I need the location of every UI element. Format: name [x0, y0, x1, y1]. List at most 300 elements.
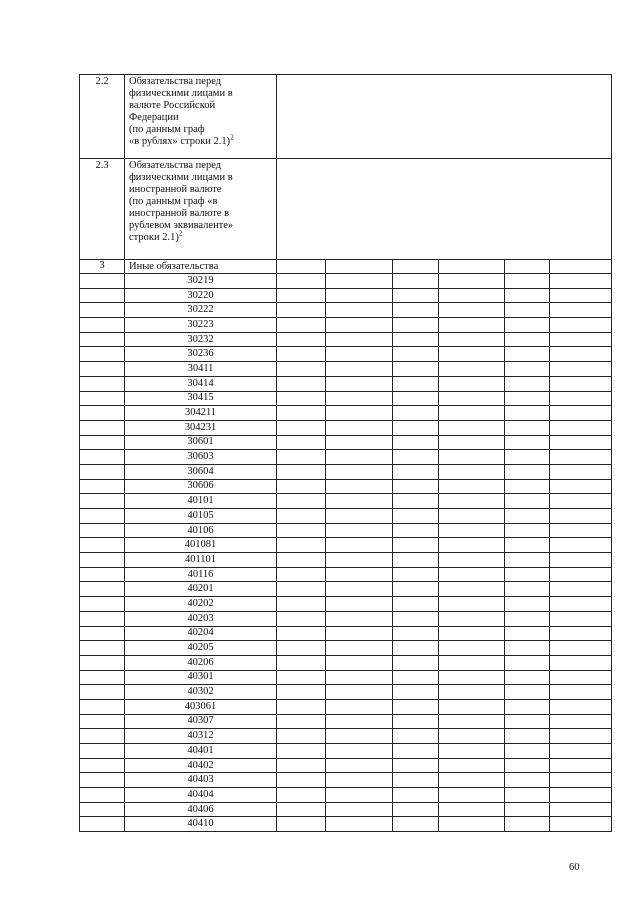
value-cell	[277, 288, 326, 303]
row-number	[80, 773, 125, 788]
value-cell	[393, 332, 439, 347]
account-code: 40105	[125, 509, 277, 524]
value-cell	[550, 714, 612, 729]
value-cell	[550, 597, 612, 612]
row-description: Обязательства перед физическими лицами в иностранной валюте (по данным граф «в иностранной валюте в рублевом эквиваленте» строки 2.1)$^2$	[125, 159, 277, 260]
value-cell	[393, 362, 439, 377]
value-cell	[505, 288, 550, 303]
account-code: 40206	[125, 655, 277, 670]
row-number	[80, 817, 125, 832]
row-number	[80, 288, 125, 303]
account-code: 40101	[125, 494, 277, 509]
account-code: 30222	[125, 303, 277, 318]
value-cell	[439, 347, 505, 362]
value-cell	[550, 670, 612, 685]
row-2-2	[80, 75, 612, 159]
value-cell	[393, 406, 439, 421]
account-row	[80, 274, 612, 289]
value-cell	[393, 597, 439, 612]
value-cell	[277, 420, 326, 435]
value-cell	[505, 420, 550, 435]
value-cell	[550, 494, 612, 509]
account-row	[80, 362, 612, 377]
row-2-3	[80, 159, 612, 260]
value-cell	[505, 685, 550, 700]
value-cell	[393, 626, 439, 641]
value-cell	[326, 420, 393, 435]
account-row	[80, 641, 612, 656]
value-cell-merged	[277, 75, 612, 159]
value-cell	[277, 494, 326, 509]
value-cell	[277, 376, 326, 391]
value-cell	[393, 303, 439, 318]
value-cell	[326, 670, 393, 685]
account-code: 40116	[125, 567, 277, 582]
row-3	[80, 260, 612, 274]
account-code: 30411	[125, 362, 277, 377]
value-cell	[505, 597, 550, 612]
account-code: 401081	[125, 538, 277, 553]
value-cell	[393, 450, 439, 465]
value-cell	[439, 494, 505, 509]
footnote-ref: 2	[230, 133, 234, 142]
value-cell	[326, 274, 393, 289]
value-cell	[439, 670, 505, 685]
value-cell	[277, 626, 326, 641]
value-cell	[277, 523, 326, 538]
value-cell	[393, 420, 439, 435]
value-cell	[439, 479, 505, 494]
row-number	[80, 420, 125, 435]
value-cell	[439, 788, 505, 803]
value-cell	[326, 479, 393, 494]
value-cell	[326, 347, 393, 362]
row-number	[80, 714, 125, 729]
value-cell	[550, 420, 612, 435]
value-cell	[393, 729, 439, 744]
row-number: 3	[80, 260, 125, 274]
value-cell	[393, 773, 439, 788]
account-row	[80, 626, 612, 641]
value-cell	[277, 773, 326, 788]
value-cell	[550, 303, 612, 318]
value-cell	[393, 391, 439, 406]
value-cell	[550, 758, 612, 773]
row-number	[80, 553, 125, 568]
value-cell	[505, 817, 550, 832]
value-cell	[277, 260, 326, 274]
value-cell	[505, 699, 550, 714]
account-row	[80, 435, 612, 450]
value-cell	[326, 303, 393, 318]
value-cell	[393, 538, 439, 553]
value-cell	[439, 318, 505, 333]
value-cell	[326, 744, 393, 759]
value-cell	[505, 758, 550, 773]
account-code: 403061	[125, 699, 277, 714]
value-cell	[326, 464, 393, 479]
account-row	[80, 288, 612, 303]
value-cell	[326, 641, 393, 656]
value-cell	[505, 450, 550, 465]
value-cell	[393, 567, 439, 582]
value-cell	[550, 729, 612, 744]
value-cell	[393, 509, 439, 524]
account-row	[80, 597, 612, 612]
value-cell	[505, 464, 550, 479]
value-cell	[550, 435, 612, 450]
value-cell	[326, 714, 393, 729]
value-cell	[393, 802, 439, 817]
value-cell	[439, 362, 505, 377]
value-cell	[505, 744, 550, 759]
row-number	[80, 670, 125, 685]
value-cell	[277, 435, 326, 450]
value-cell	[277, 758, 326, 773]
account-row	[80, 788, 612, 803]
account-row	[80, 773, 612, 788]
value-cell	[505, 362, 550, 377]
value-cell	[277, 391, 326, 406]
account-row	[80, 729, 612, 744]
value-cell	[277, 538, 326, 553]
account-code: 30603	[125, 450, 277, 465]
row-number	[80, 494, 125, 509]
row-number	[80, 406, 125, 421]
value-cell	[550, 509, 612, 524]
value-cell	[550, 376, 612, 391]
row-number	[80, 332, 125, 347]
value-cell	[439, 641, 505, 656]
value-cell	[550, 641, 612, 656]
value-cell	[439, 435, 505, 450]
value-cell	[393, 523, 439, 538]
value-cell	[550, 464, 612, 479]
value-cell	[393, 611, 439, 626]
value-cell	[277, 729, 326, 744]
value-cell	[393, 274, 439, 289]
row-number	[80, 744, 125, 759]
value-cell	[393, 553, 439, 568]
value-cell	[393, 670, 439, 685]
value-cell	[277, 553, 326, 568]
value-cell	[550, 582, 612, 597]
value-cell	[439, 450, 505, 465]
value-cell	[550, 744, 612, 759]
value-cell	[326, 332, 393, 347]
value-cell	[326, 450, 393, 465]
account-row	[80, 318, 612, 333]
row-number	[80, 626, 125, 641]
row-number	[80, 788, 125, 803]
value-cell	[277, 303, 326, 318]
value-cell	[505, 641, 550, 656]
value-cell	[326, 773, 393, 788]
value-cell	[393, 758, 439, 773]
account-code: 30219	[125, 274, 277, 289]
value-cell	[505, 582, 550, 597]
value-cell	[277, 582, 326, 597]
row-number	[80, 450, 125, 465]
row-number	[80, 611, 125, 626]
account-code: 30606	[125, 479, 277, 494]
row-number	[80, 523, 125, 538]
value-cell	[277, 788, 326, 803]
value-cell	[277, 274, 326, 289]
row-number	[80, 597, 125, 612]
value-cell	[550, 479, 612, 494]
account-code: 30223	[125, 318, 277, 333]
value-cell	[439, 714, 505, 729]
value-cell	[550, 362, 612, 377]
value-cell-merged	[277, 159, 612, 260]
row-number	[80, 567, 125, 582]
account-code: 40201	[125, 582, 277, 597]
account-code: 30601	[125, 435, 277, 450]
value-cell	[326, 553, 393, 568]
account-code: 40410	[125, 817, 277, 832]
value-cell	[550, 391, 612, 406]
row-number	[80, 758, 125, 773]
account-row	[80, 714, 612, 729]
account-row	[80, 802, 612, 817]
account-code: 401101	[125, 553, 277, 568]
value-cell	[277, 611, 326, 626]
account-code: 40312	[125, 729, 277, 744]
value-cell	[326, 362, 393, 377]
value-cell	[550, 567, 612, 582]
value-cell	[550, 538, 612, 553]
value-cell	[393, 699, 439, 714]
value-cell	[505, 714, 550, 729]
row-number: 2.2	[80, 75, 125, 159]
value-cell	[505, 670, 550, 685]
value-cell	[505, 479, 550, 494]
value-cell	[326, 817, 393, 832]
account-code: 304211	[125, 406, 277, 421]
account-row	[80, 332, 612, 347]
row-number	[80, 347, 125, 362]
value-cell	[550, 288, 612, 303]
value-cell	[393, 817, 439, 832]
row-description: Иные обязательства	[125, 260, 277, 274]
value-cell	[505, 260, 550, 274]
row-number	[80, 655, 125, 670]
value-cell	[439, 509, 505, 524]
account-row	[80, 376, 612, 391]
value-cell	[393, 435, 439, 450]
value-cell	[277, 744, 326, 759]
value-cell	[505, 802, 550, 817]
account-code: 40404	[125, 788, 277, 803]
account-row	[80, 611, 612, 626]
value-cell	[439, 817, 505, 832]
page-number: 60	[569, 862, 580, 873]
account-code: 30604	[125, 464, 277, 479]
value-cell	[277, 406, 326, 421]
account-code: 40203	[125, 611, 277, 626]
value-cell	[505, 773, 550, 788]
row-number	[80, 303, 125, 318]
value-cell	[277, 670, 326, 685]
account-code: 30232	[125, 332, 277, 347]
value-cell	[550, 655, 612, 670]
value-cell	[393, 655, 439, 670]
account-code: 40202	[125, 597, 277, 612]
account-code: 40302	[125, 685, 277, 700]
value-cell	[393, 744, 439, 759]
value-cell	[439, 744, 505, 759]
value-cell	[505, 435, 550, 450]
value-cell	[505, 494, 550, 509]
value-cell	[439, 655, 505, 670]
value-cell	[326, 376, 393, 391]
value-cell	[277, 509, 326, 524]
value-cell	[393, 347, 439, 362]
row-description: Обязательства перед физическими лицами в валюте Российской Федерации (по данным граф «в рублях» строки 2.1)$^2$	[125, 75, 277, 159]
value-cell	[550, 685, 612, 700]
account-code: 30415	[125, 391, 277, 406]
account-row	[80, 699, 612, 714]
account-row	[80, 538, 612, 553]
value-cell	[326, 582, 393, 597]
value-cell	[550, 332, 612, 347]
value-cell	[277, 641, 326, 656]
value-cell	[439, 420, 505, 435]
account-row	[80, 523, 612, 538]
value-cell	[277, 714, 326, 729]
value-cell	[393, 788, 439, 803]
value-cell	[326, 538, 393, 553]
value-cell	[550, 817, 612, 832]
value-cell	[439, 553, 505, 568]
row-number: 2.3	[80, 159, 125, 260]
value-cell	[550, 260, 612, 274]
account-code: 40205	[125, 641, 277, 656]
value-cell	[326, 758, 393, 773]
value-cell	[393, 494, 439, 509]
value-cell	[326, 685, 393, 700]
value-cell	[439, 274, 505, 289]
value-cell	[505, 538, 550, 553]
account-row	[80, 685, 612, 700]
account-code: 304231	[125, 420, 277, 435]
account-row	[80, 391, 612, 406]
value-cell	[550, 523, 612, 538]
account-row	[80, 406, 612, 421]
value-cell	[439, 303, 505, 318]
account-row	[80, 420, 612, 435]
account-row	[80, 567, 612, 582]
account-code: 40301	[125, 670, 277, 685]
value-cell	[439, 729, 505, 744]
row-number	[80, 685, 125, 700]
value-cell	[550, 347, 612, 362]
value-cell	[505, 729, 550, 744]
value-cell	[393, 260, 439, 274]
value-cell	[326, 597, 393, 612]
value-cell	[277, 699, 326, 714]
account-code: 40307	[125, 714, 277, 729]
account-row	[80, 464, 612, 479]
value-cell	[505, 347, 550, 362]
value-cell	[393, 582, 439, 597]
value-cell	[439, 802, 505, 817]
value-cell	[277, 685, 326, 700]
value-cell	[326, 509, 393, 524]
value-cell	[277, 332, 326, 347]
account-code: 40402	[125, 758, 277, 773]
account-code: 40106	[125, 523, 277, 538]
value-cell	[393, 685, 439, 700]
account-code: 40406	[125, 802, 277, 817]
value-cell	[550, 553, 612, 568]
row-number	[80, 538, 125, 553]
row-number	[80, 435, 125, 450]
value-cell	[326, 260, 393, 274]
value-cell	[277, 362, 326, 377]
value-cell	[550, 626, 612, 641]
row-number	[80, 318, 125, 333]
value-cell	[439, 685, 505, 700]
value-cell	[277, 567, 326, 582]
value-cell	[393, 641, 439, 656]
value-cell	[277, 318, 326, 333]
value-cell	[439, 406, 505, 421]
value-cell	[277, 597, 326, 612]
account-row	[80, 303, 612, 318]
value-cell	[550, 802, 612, 817]
value-cell	[326, 318, 393, 333]
value-cell	[505, 391, 550, 406]
row-number	[80, 699, 125, 714]
value-cell	[326, 288, 393, 303]
row-number	[80, 802, 125, 817]
value-cell	[277, 450, 326, 465]
value-cell	[326, 788, 393, 803]
value-cell	[439, 758, 505, 773]
account-row	[80, 553, 612, 568]
value-cell	[505, 567, 550, 582]
account-code: 30236	[125, 347, 277, 362]
value-cell	[439, 391, 505, 406]
account-row	[80, 479, 612, 494]
value-cell	[326, 611, 393, 626]
row-number	[80, 391, 125, 406]
value-cell	[439, 260, 505, 274]
value-cell	[505, 303, 550, 318]
value-cell	[505, 509, 550, 524]
value-cell	[550, 450, 612, 465]
value-cell	[550, 318, 612, 333]
value-cell	[505, 332, 550, 347]
value-cell	[393, 479, 439, 494]
account-code: 30414	[125, 376, 277, 391]
row-number	[80, 376, 125, 391]
row-number	[80, 582, 125, 597]
footnote-ref: 2	[178, 229, 183, 238]
value-cell	[326, 494, 393, 509]
value-cell	[439, 582, 505, 597]
value-cell	[326, 567, 393, 582]
value-cell	[326, 655, 393, 670]
value-cell	[439, 332, 505, 347]
value-cell	[277, 655, 326, 670]
value-cell	[439, 523, 505, 538]
account-row	[80, 509, 612, 524]
value-cell	[439, 773, 505, 788]
value-cell	[505, 611, 550, 626]
